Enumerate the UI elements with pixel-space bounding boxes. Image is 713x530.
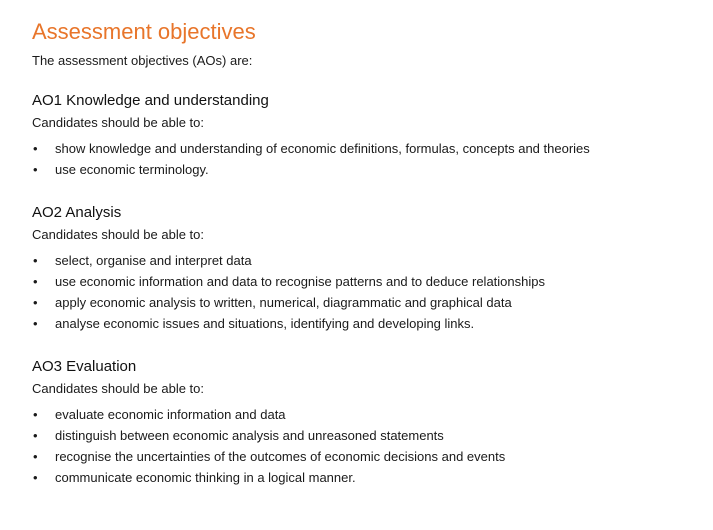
section-ao2 <box>32 203 692 334</box>
list-item-text: use economic terminology. <box>55 162 209 177</box>
bullet-icon: • <box>33 449 38 464</box>
bullet-list <box>32 250 692 334</box>
bullet-icon: • <box>33 274 38 289</box>
list-item <box>32 467 692 488</box>
list-item-text: select, organise and interpret data <box>55 253 252 268</box>
bullet-icon: • <box>33 407 38 422</box>
section-heading: AO3 Evaluation <box>32 358 137 375</box>
bullet-icon: • <box>33 470 38 485</box>
list-item-text: analyse economic issues and situations, identifying and developing links. <box>55 316 475 331</box>
list-item <box>32 159 692 180</box>
list-item <box>32 271 692 292</box>
section-subheading: Candidates should be able to: <box>32 115 205 130</box>
bullet-icon: • <box>33 295 38 310</box>
bullet-icon: • <box>33 162 38 177</box>
bullet-icon: • <box>33 428 38 443</box>
list-item <box>32 446 692 467</box>
section-subheading: Candidates should be able to: <box>32 227 205 242</box>
section-heading: AO2 Analysis <box>32 204 122 221</box>
list-item-text: show knowledge and understanding of economic definitions, formulas, concepts and theories <box>55 141 590 156</box>
bullet-icon: • <box>33 141 38 156</box>
section-ao1 <box>32 91 692 180</box>
intro-text: The assessment objectives (AOs) are: <box>32 53 253 68</box>
list-item <box>32 138 692 159</box>
list-item <box>32 404 692 425</box>
section-subheading: Candidates should be able to: <box>32 381 205 396</box>
bullet-list <box>32 404 692 488</box>
list-item <box>32 425 692 446</box>
list-item-text: apply economic analysis to written, numerical, diagrammatic and graphical data <box>55 295 512 310</box>
bullet-icon: • <box>33 316 38 331</box>
bullet-icon: • <box>33 253 38 268</box>
list-item-text: recognise the uncertainties of the outcomes of economic decisions and events <box>55 449 506 464</box>
list-item-text: evaluate economic information and data <box>55 407 286 422</box>
section-heading: AO1 Knowledge and understanding <box>32 92 269 109</box>
list-item <box>32 313 692 334</box>
list-item-text: distinguish between economic analysis and unreasoned statements <box>55 428 444 443</box>
bullet-list <box>32 138 692 180</box>
list-item-text: communicate economic thinking in a logical manner. <box>55 470 356 485</box>
list-item-text: use economic information and data to recognise patterns and to deduce relationships <box>55 274 545 289</box>
list-item <box>32 292 692 313</box>
list-item <box>32 250 692 271</box>
page-title: Assessment objectives <box>32 19 256 44</box>
document-page <box>32 18 692 488</box>
section-ao3 <box>32 357 692 488</box>
